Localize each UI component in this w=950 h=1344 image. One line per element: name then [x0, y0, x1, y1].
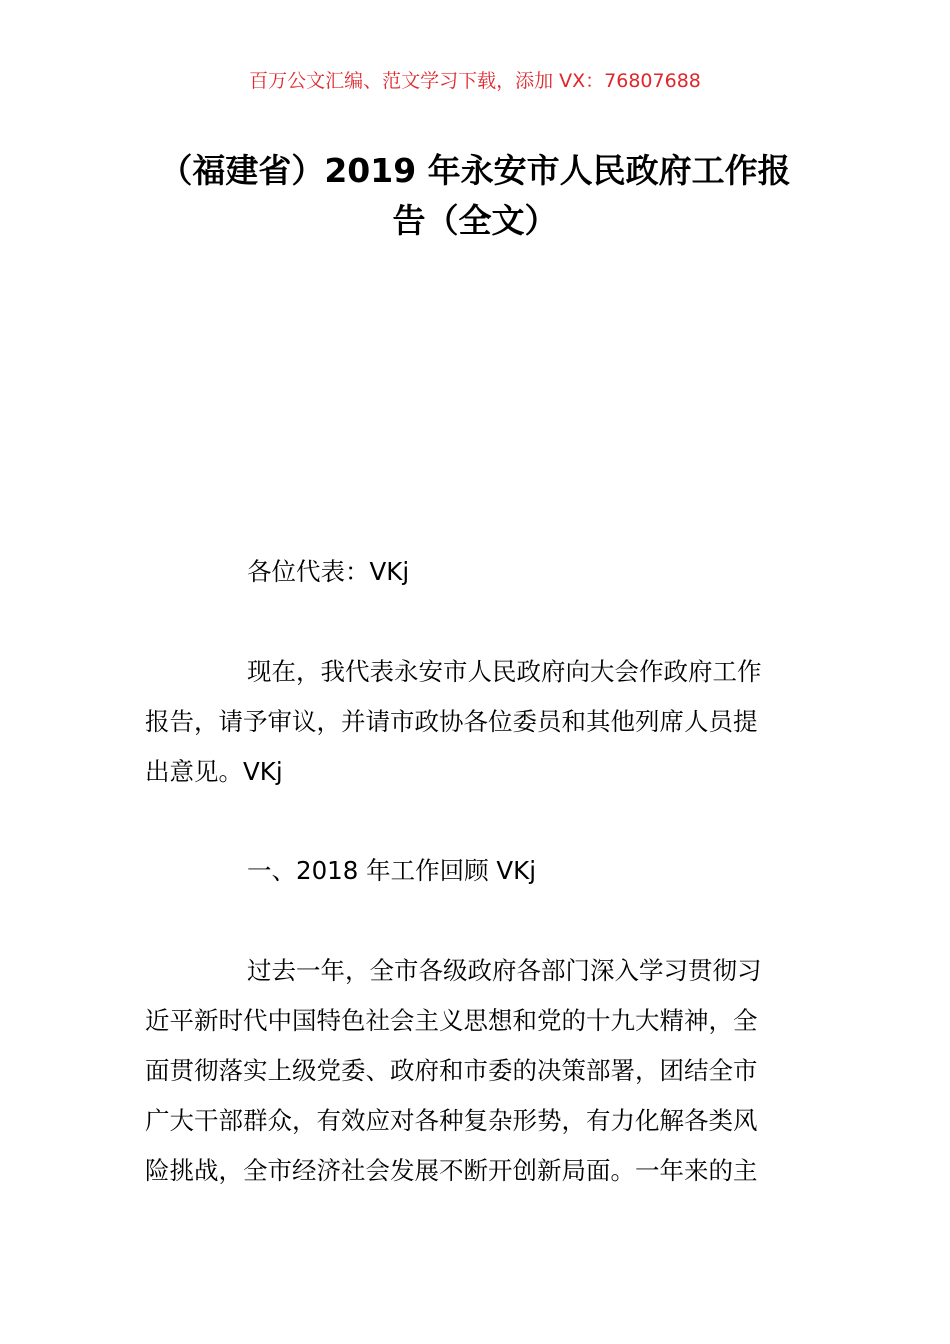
paragraph-line: 出意见。VKj	[145, 757, 283, 786]
section-heading: 一、2018 年工作回顾 VKj	[247, 856, 537, 885]
paragraph-line: 面贯彻落实上级党委、政府和市委的决策部署，团结全市	[145, 1056, 758, 1085]
paragraph-line: 广大干部群众，有效应对各种复杂形势，有力化解各类风	[145, 1106, 758, 1135]
title-line: （福建省）2019 年永安市人民政府工作报	[159, 151, 791, 190]
document-title	[140, 146, 810, 246]
paragraph-line: 险挑战，全市经济社会发展不断开创新局面。一年来的主	[145, 1156, 758, 1185]
paragraph-line: 近平新时代中国特色社会主义思想和党的十九大精神，全	[145, 1006, 758, 1035]
header-notice: 百万公文汇编、范文学习下载，添加 VX：76807688	[249, 70, 701, 92]
paragraph-line: 报告，请予审议，并请市政协各位委员和其他列席人员提	[145, 707, 758, 736]
paragraph-line: 现在，我代表永安市人民政府向大会作政府工作	[247, 657, 762, 686]
title-line: 告（全文）	[392, 201, 558, 240]
salutation: 各位代表：VKj	[247, 557, 410, 586]
paragraph-line: 过去一年，全市各级政府各部门深入学习贯彻习	[247, 956, 762, 985]
